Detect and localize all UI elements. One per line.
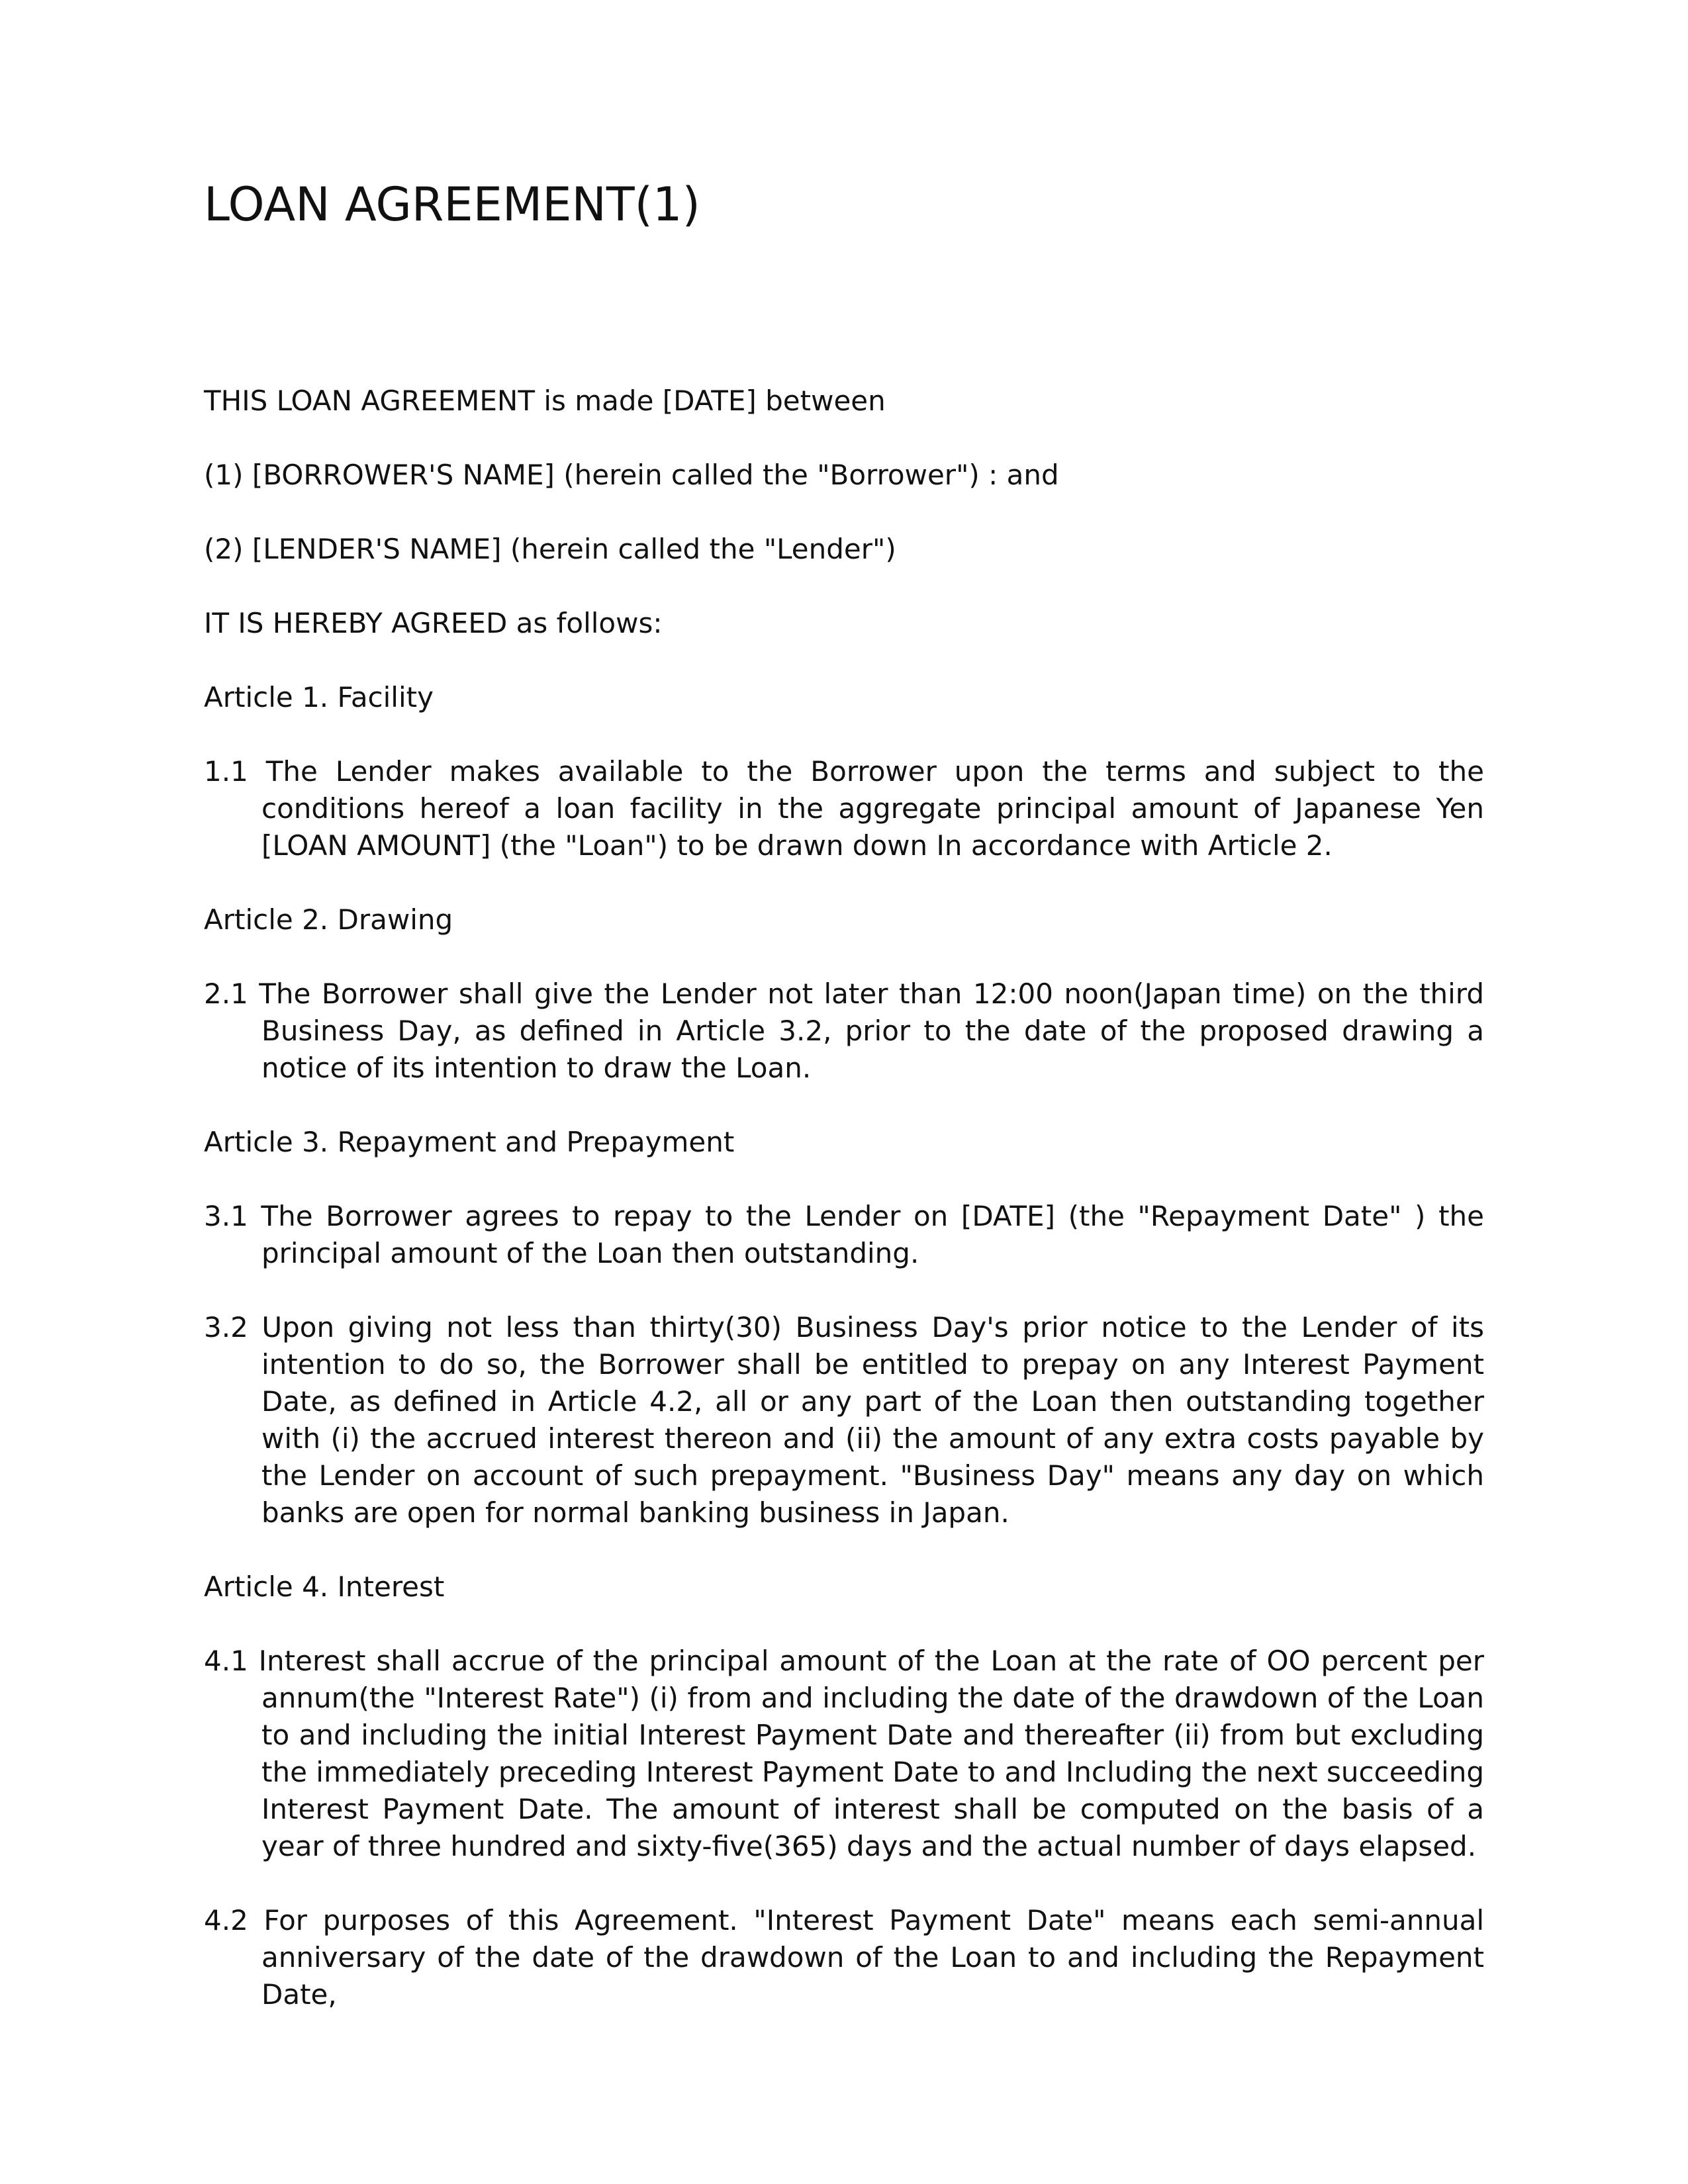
article-1-heading: Article 1. Facility — [204, 681, 434, 713]
article-3-heading: Article 3. Repayment and Prepayment — [204, 1126, 735, 1158]
clause-4-1: 4.1 Interest shall accrue of the principal amount of the Loan at the rate of OO percent per annum(the "Interest Rate") (i) from and including the date of the drawdown of the Loan to and including the initial Interest Payment Date and thereafter (ii) from but excluding the immediately preceding Interest Payment Date to and Including the next succeeding Interest Payment Date. The amount of interest shall be computed on the basis of a year of three hundred and sixty-five(365) days and the actual number of days elapsed. — [204, 1645, 1484, 1862]
agreement-statement: IT IS HEREBY AGREED as follows: — [204, 607, 663, 639]
document-title: LOAN AGREEMENT(1) — [204, 177, 700, 232]
article-2-heading: Article 2. Drawing — [204, 903, 453, 936]
clause-3-1: 3.1 The Borrower agrees to repay to the Lender on [DATE] (the "Repayment Date" ) the principal amount of the Loan then outstanding. — [204, 1200, 1484, 1269]
clause-3-2: 3.2 Upon giving not less than thirty(30) Business Day's prior notice to the Lender of its intention to do so, the Borrower shall be entitled to prepay on any Interest Payment Date, as defined in Article 4.2, all or any part of the Loan then outstanding together with (i) the accrued interest thereon and (ii) the amount of any extra costs payable by the Lender on account of such prepayment. "Business Day" means any day on which banks are open for normal banking business in Japan. — [204, 1311, 1484, 1529]
article-4-heading: Article 4. Interest — [204, 1570, 445, 1603]
party-lender: (2) [LENDER'S NAME] (herein called the "Lender") — [204, 533, 896, 565]
clause-1-1: 1.1 The Lender makes available to the Borrower upon the terms and subject to the conditions hereof a loan facility in the aggregate principal amount of Japanese Yen [LOAN AMOUNT] (the "Loan") to be drawn down In accordance with Article 2. — [204, 755, 1484, 862]
intro-paragraph: THIS LOAN AGREEMENT is made [DATE] between — [204, 385, 886, 417]
document-body — [204, 383, 1484, 2050]
party-borrower: (1) [BORROWER'S NAME] (herein called the "Borrower") : and — [204, 459, 1059, 491]
clause-2-1: 2.1 The Borrower shall give the Lender not later than 12:00 noon(Japan time) on the third Business Day, as defined in Article 3.2, prior to the date of the proposed drawing a notice of its intention to draw the Loan. — [204, 978, 1484, 1084]
clause-4-2: 4.2 For purposes of this Agreement. "Interest Payment Date" means each semi-annual anniversary of the date of the drawdown of the Loan to and including the Repayment Date, — [204, 1904, 1484, 2011]
